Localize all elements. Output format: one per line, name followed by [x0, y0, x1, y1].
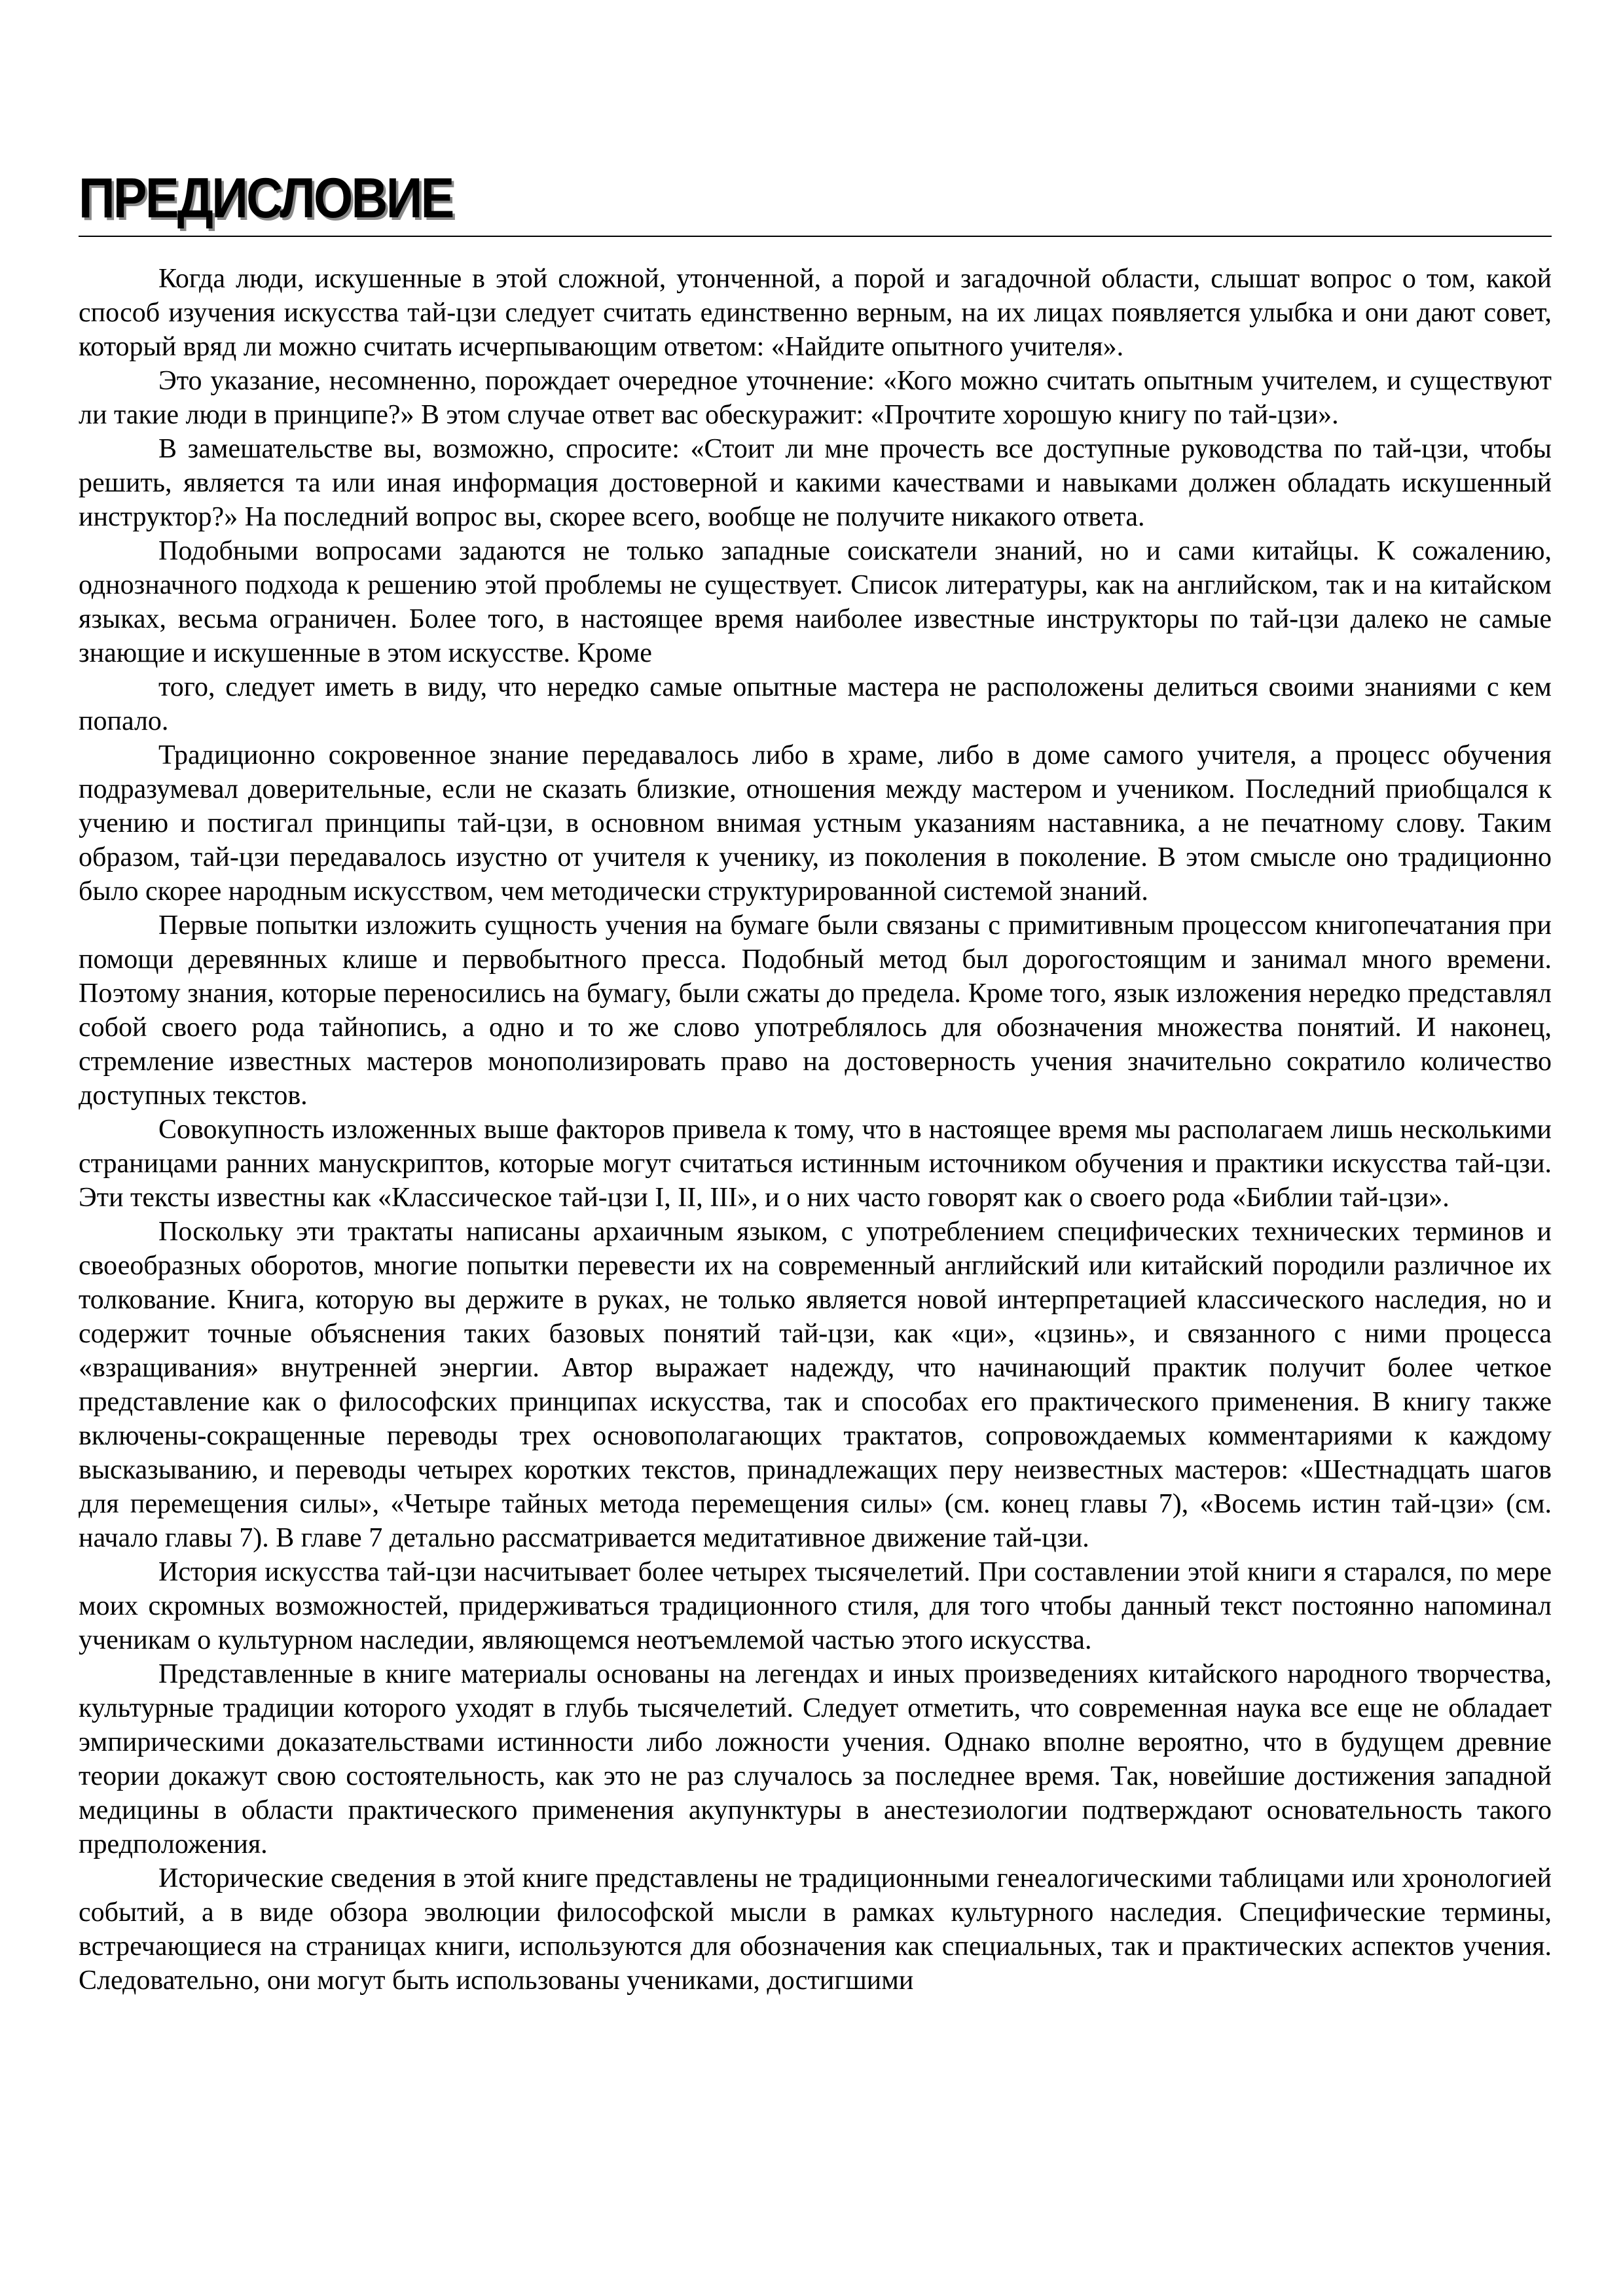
title-underline: [79, 236, 1552, 237]
paragraph-8: Совокупность изложенных выше факторов привела к тому, что в настоящее время мы располагаем лишь несколькими страницами ранних манускриптов, которые могут считаться истинным источником обучения и практики искусства тай-цзи. Эти тексты известны как «Классическое тай-цзи I, II, III», и о них часто говорят как о своего рода «Библии тай-цзи».: [79, 1115, 1552, 1213]
body-text: [79, 262, 1552, 1998]
paragraph-9: Поскольку эти трактаты написаны архаичным языком, с употреблением специфических технических терминов и своеобразных оборотов, многие попытки перевести их на современный английский или китайский породили различное их толкование. Книга, которую вы держите в руках, не только является новой интерпретацией классического наследия, но и содержит точные объяснения таких базовых понятий тай-цзи, как «ци», «цзинь», и связанного с ними процесса «взращивания» внутренней энергии. Автор выражает надежду, что начинающий практик получит более четкое представление как о философских принципах искусства, так и способах его практического применения. В книгу также включены-сокращенные переводы трех основополагающих трактатов, сопровождаемых комментариями к каждому высказыванию, и переводы четырех коротких текстов, принадлежащих перу неизвестных мастеров: «Шестнадцать шагов для перемещения силы», «Четыре тайных метода перемещения силы» (см. конец главы 7), «Восемь истин тай-цзи» (см. начало главы 7). В главе 7 детально рассматривается медитативное движение тай-цзи.: [79, 1217, 1552, 1553]
paragraph-10: История искусства тай-цзи насчитывает более четырех тысячелетий. При составлении этой книги я старался, по мере моих скромных возможностей, придерживаться традиционного стиля, для того чтобы данный текст постоянно напоминал ученикам о культурном наследии, являющемся неотъемлемой частью этого искусства.: [79, 1557, 1552, 1655]
paragraph-12: Исторические сведения в этой книге представлены не традиционными генеалогическими таблицами или хронологией событий, а в виде обзора эволюции философской мысли в рамках культурного наследия. Специфические термины, встречающиеся на страницах книги, используются для обозначения как специальных, так и практических аспектов учения. Следовательно, они могут быть использованы учениками, достигшими: [79, 1863, 1552, 1996]
page-title: ПРЕДИСЛОВИЕ: [79, 167, 453, 230]
paragraph-6: Традиционно сокровенное знание передавалось либо в храме, либо в доме самого учителя, а процесс обучения подразумевал доверительные, если не сказать близкие, отношения между мастером и учеником. Последний приобщался к учению и постигал принципы тай-цзи, в основном внимая устным указаниям наставника, а не печатному слову. Таким образом, тай-цзи передавалось изустно от учителя к ученику, из поколения в поколение. В этом смысле оно традиционно было скорее народным искусством, чем методически структурированной системой знаний.: [79, 740, 1552, 906]
paragraph-2: Это указание, несомненно, порождает очередное уточнение: «Кого можно считать опытным учителем, и существуют ли такие люди в принципе?» В этом случае ответ вас обескуражит: «Прочтите хорошую книгу по тай-цзи».: [79, 366, 1552, 430]
paragraph-7: Первые попытки изложить сущность учения на бумаге были связаны с примитивным процессом книгопечатания при помощи деревянных клише и первобытного пресса. Подобный метод был дорогостоящим и занимал много времени. Поэтому знания, которые переносились на бумагу, были сжаты до предела. Кроме того, язык изложения нередко представлял собой своего рода тайнопись, а одно и то же слово употреблялось для обозначения множества понятий. И наконец, стремление известных мастеров монополизировать право на достоверность учения значительно сократило количество доступных текстов.: [79, 910, 1552, 1111]
paragraph-11: Представленные в книге материалы основаны на легендах и иных произведениях китайского народного творчества, культурные традиции которого уходят в глубь тысячелетий. Следует отметить, что современная наука все еще не обладает эмпирическими доказательствами истинности либо ложности учения. Однако вполне вероятно, что в будущем древние теории докажут свою состоятельность, как это не раз случалось за последнее время. Так, новейшие достижения западной медицины в области практического применения акупунктуры в анестезиологии подтверждают основательность такого предположения.: [79, 1659, 1552, 1859]
document-page: [79, 167, 1552, 1998]
paragraph-1: Когда люди, искушенные в этой сложной, утонченной, а порой и загадочной области, слышат вопрос о том, какой способ изучения искусства тай-цзи следует считать единственно верным, на их лицах появляется улыбка и они дают совет, который вряд ли можно считать исчерпывающим ответом: «Найдите опытного учителя».: [79, 264, 1552, 362]
paragraph-5: того, следует иметь в виду, что нередко самые опытные мастера не расположены делиться своими знаниями с кем попало.: [79, 672, 1552, 736]
paragraph-3: В замешательстве вы, возможно, спросите: «Стоит ли мне прочесть все доступные руководства по тай-цзи, чтобы решить, является та или иная информация достоверной и какими качествами и навыками должен обладать искушенный инструктор?» На последний вопрос вы, скорее всего, вообще не получите никакого ответа.: [79, 434, 1552, 532]
paragraph-4: Подобными вопросами задаются не только западные соискатели знаний, но и сами китайцы. К сожалению, однозначного подхода к решению этой проблемы не существует. Список литературы, как на английском, так и на китайском языках, весьма ограничен. Более того, в настоящее время наиболее известные инструкторы по тай-цзи далеко не самые знающие и искушенные в этом искусстве. Кроме: [79, 536, 1552, 668]
